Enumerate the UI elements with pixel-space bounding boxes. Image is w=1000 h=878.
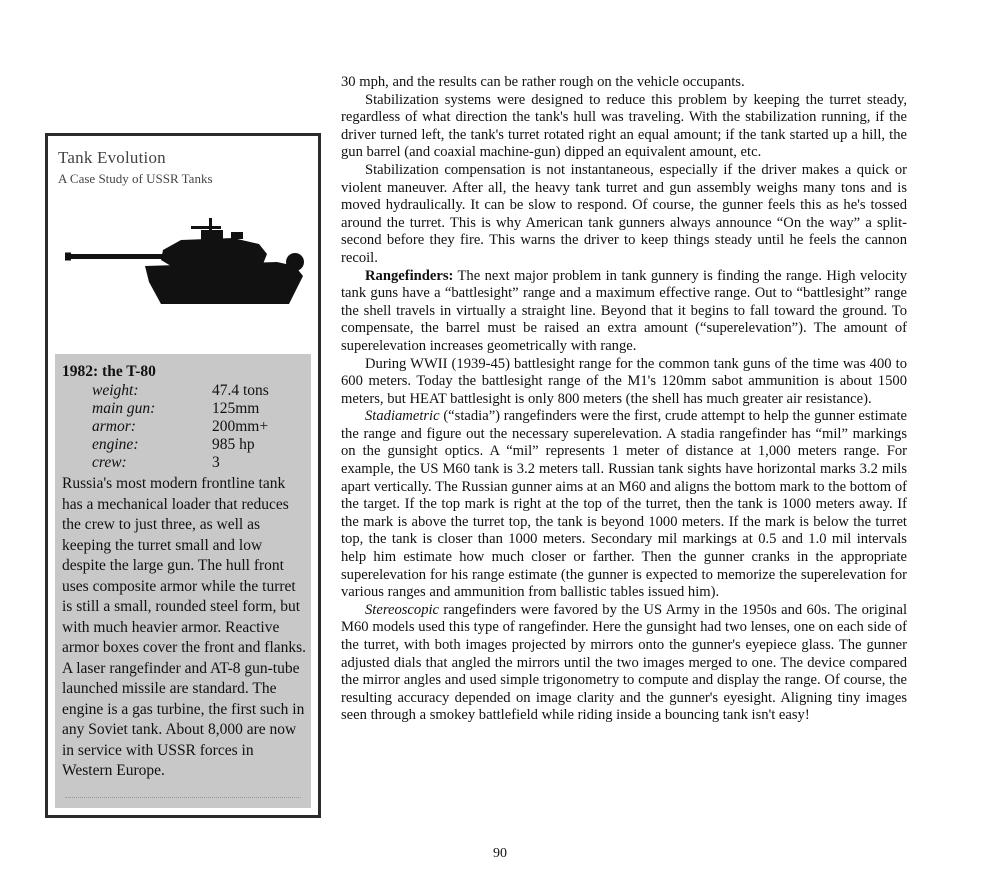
spec-value: 47.4 tons [212,382,269,399]
spec-value: 125mm [212,400,260,417]
term-stadiametric: Stadiametric [365,408,440,425]
spec-row [62,436,307,454]
spec-key: armor: [92,418,136,435]
paragraph-stadiametric [341,408,907,602]
paragraph: 30 mph, and the results can be rather rough on the vehicle occupants. [341,74,745,90]
term-stereoscopic: Stereoscopic [365,601,440,618]
spec-value: 200mm+ [212,418,269,435]
spec-key: engine: [92,436,139,453]
paragraph: During WWII (1939-45) battlesight range for the common tank guns of the time was 400 to 600 meters. Today the battlesight range of the M1's 120mm sabot ammunition is about 1500 meters, but HEAT battlesight is only 800 meters (the shell has much greater air resistance). [341,355,907,407]
spec-row [62,418,307,436]
spec-row [62,454,307,472]
paragraph-text: (“stadia”) rangefinders were the first, crude attempt to help the gunner estimate the range and figure out the necessary superelevation. A stadia rangefinder has “mil” markings on the gunsight optics. A “mil” represents 1 meter of distance at 1,000 meters range. For example, the US M60 tank is 3.2 meters tall. Russian tank sights have horizontal marks 3.2 mils apart vertically. The Russian gunner aims at an M60 and aligns the bottom mark to the bottom of the target. If the top mark is right at the top of the turret, then the tank is 1000 meters away. If the mark is above the turret top, the tank is beyond 1000 meters. If the mark is below the turret top, the tank is closer than 1000 meters. Secondary mil markings at 0.5 and 1.0 mil intervals help him estimate how much closer or farther. Then the gunner cranks in the appropriate superelevation for his range estimate (the gunner is expected to memorize the superelevation for various ranges and ammunition from ballistic tables issued him). [341,408,907,601]
paragraph: Stabilization compensation is not instantaneous, especially if the driver makes a quick or violent maneuver. After all, the heavy tank turret and gun assembly weighs many tons and is moved hydraulically. It can be slow to respond. Of course, the gunner feels this as he's tossed around the turret. This is why American tank gunners always announce “On the way” a split-second before they fire. This warns the driver to keep things steady until he feels the cannon recoil. [341,161,907,266]
sidebar-subtitle: A Case Study of USSR Tanks [58,171,213,186]
spec-row [62,382,307,400]
spec-key: crew: [92,454,127,471]
page-number: 90 [493,846,507,861]
specs-panel [55,354,311,808]
model-title: 1982: the T-80 [62,363,156,380]
sidebar-description: Russia's most modern frontline tank has a mechanical loader that reduces the crew to just three, as well as keeping the turret small and low despite the large gun. The hull front uses composite armor while the turret is still a small, rounded steel form, but with much heavier armor. Reactive armor boxes cover the front and flanks. A laser rangefinder and AT-8 gun-tube launched missile are standard. The engine is a gas turbine, the first such in any Soviet tank. About 8,000 are now in service with USSR forces in Western Europe. [62,475,307,779]
panel-footer-divider [65,797,301,804]
paragraph-stereoscopic [341,602,907,725]
paragraph-text: rangefinders were favored by the US Army in the 1950s and 60s. The original M60 models used this type of rangefinder. Here the gunsight had two lenses, one on each side of the turret, with both images projected by mirrors onto the gunner's eyepiece glass. The gunner adjusted dials that angled the mirrors until the two images merged to one. The device compared the mirror angles and used simple trigonometry to compute and display the range. Of course, the resulting accuracy depended on image clarity and the gunner's eyesight. Aligning tiny images seen through a smokey battlefield while riding inside a bouncing tank isn't easy! [341,601,907,724]
term-rangefinders: Rangefinders: [365,267,454,284]
spec-row [62,400,307,418]
sidebar-box [45,133,321,818]
spec-value: 985 hp [212,436,255,453]
tank-silhouette-icon [63,214,313,306]
main-text-column [341,74,907,725]
spec-value: 3 [212,454,220,471]
spec-key: main gun: [92,400,156,417]
spec-key: weight: [92,382,139,399]
sidebar-title: Tank Evolution [58,148,166,167]
sidebar-header [58,148,310,187]
paragraph: Stabilization systems were designed to reduce this problem by keeping the turret steady, regardless of what direction the tank's hull was traveling. With the stabilization running, if the driver turned left, the tank's turret rotated right an equal amount; if the tank started up a hill, the gun barrel (and coaxial machine-gun) dipped an equivalent amount, etc. [341,91,907,161]
paragraph-rangefinders [341,268,907,356]
paragraph-text: The next major problem in tank gunnery is finding the range. High velocity tank guns have a “battlesight” range and a maximum effective range. Out to “battlesight” range the shell travels in virtually a straight line. Beyond that it begins to fall toward the ground. To compensate, the barrel must be raised an extra amount (“superelevation”). The amount of superelevation increases geometrically with range. [341,267,907,354]
